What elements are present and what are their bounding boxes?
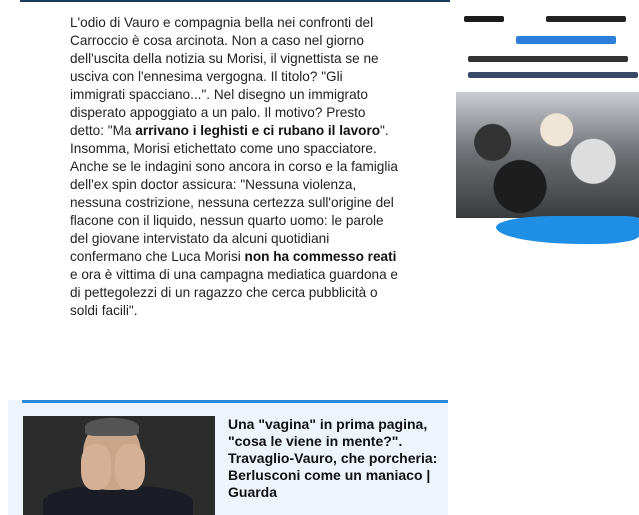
banner-noise-line: [464, 16, 504, 22]
banner-noise-line: [468, 56, 628, 62]
article-text-3: e ora è vittima di una campagna mediatica guardona e di pettegolezzi di un ragazzo che cerca pubblicità o soldi facili".: [70, 267, 398, 318]
related-article-thumbnail[interactable]: [23, 416, 215, 515]
related-article-card[interactable]: [8, 400, 448, 515]
article-body: [70, 14, 400, 320]
banner-photo: [456, 92, 639, 218]
thumb-hair: [85, 418, 139, 436]
thumb-suit: [43, 486, 193, 515]
top-divider: [20, 0, 450, 2]
article-bold-1: arrivano i leghisti e ci rubano il lavoro: [135, 123, 381, 138]
article-paragraph: [70, 14, 400, 320]
banner-noise-line: [516, 36, 616, 44]
banner-noise-line: [468, 72, 638, 78]
article-bold-2: non ha commesso reati: [244, 249, 397, 264]
banner-blue-shape: [496, 216, 639, 244]
related-article-title-link[interactable]: Una "vagina" in prima pagina, "cosa le viene in mente?". Travaglio-Vauro, che porcheria: Berlusconi come un maniaco | Guarda: [228, 416, 438, 500]
article-text-1: L'odio di Vauro e compagnia bella nei confronti del Carroccio è cosa arcinota. Non a caso nel giorno dell'uscita della notizia su Morisi, il vignettista se ne usciva con l'ennesima vergogna. Il titolo? "Gli immigrati spacciano...". Nel disegno un immigrato disperato appoggiato a un palo. Il motivo? Presto detto: "Ma: [70, 15, 379, 138]
side-banner-image[interactable]: [456, 0, 639, 250]
card-accent-bar: [22, 400, 448, 403]
thumb-hand-right: [115, 444, 145, 490]
article-text-2: ". Insomma, Morisi etichettato come uno spacciatore. Anche se le indagini sono ancora in corso e la famiglia dell'ex spin doctor assicura: "Nessuna violenza, nessuna costrizione, nessuna certezza sull'origine del flacone con il liquido, nessun quarto uomo: le parole del giovane intervistato da alcuni quotidiani confermano che Luca Morisi: [70, 123, 398, 264]
thumb-hand-left: [81, 444, 111, 490]
banner-noise-line: [546, 16, 626, 22]
